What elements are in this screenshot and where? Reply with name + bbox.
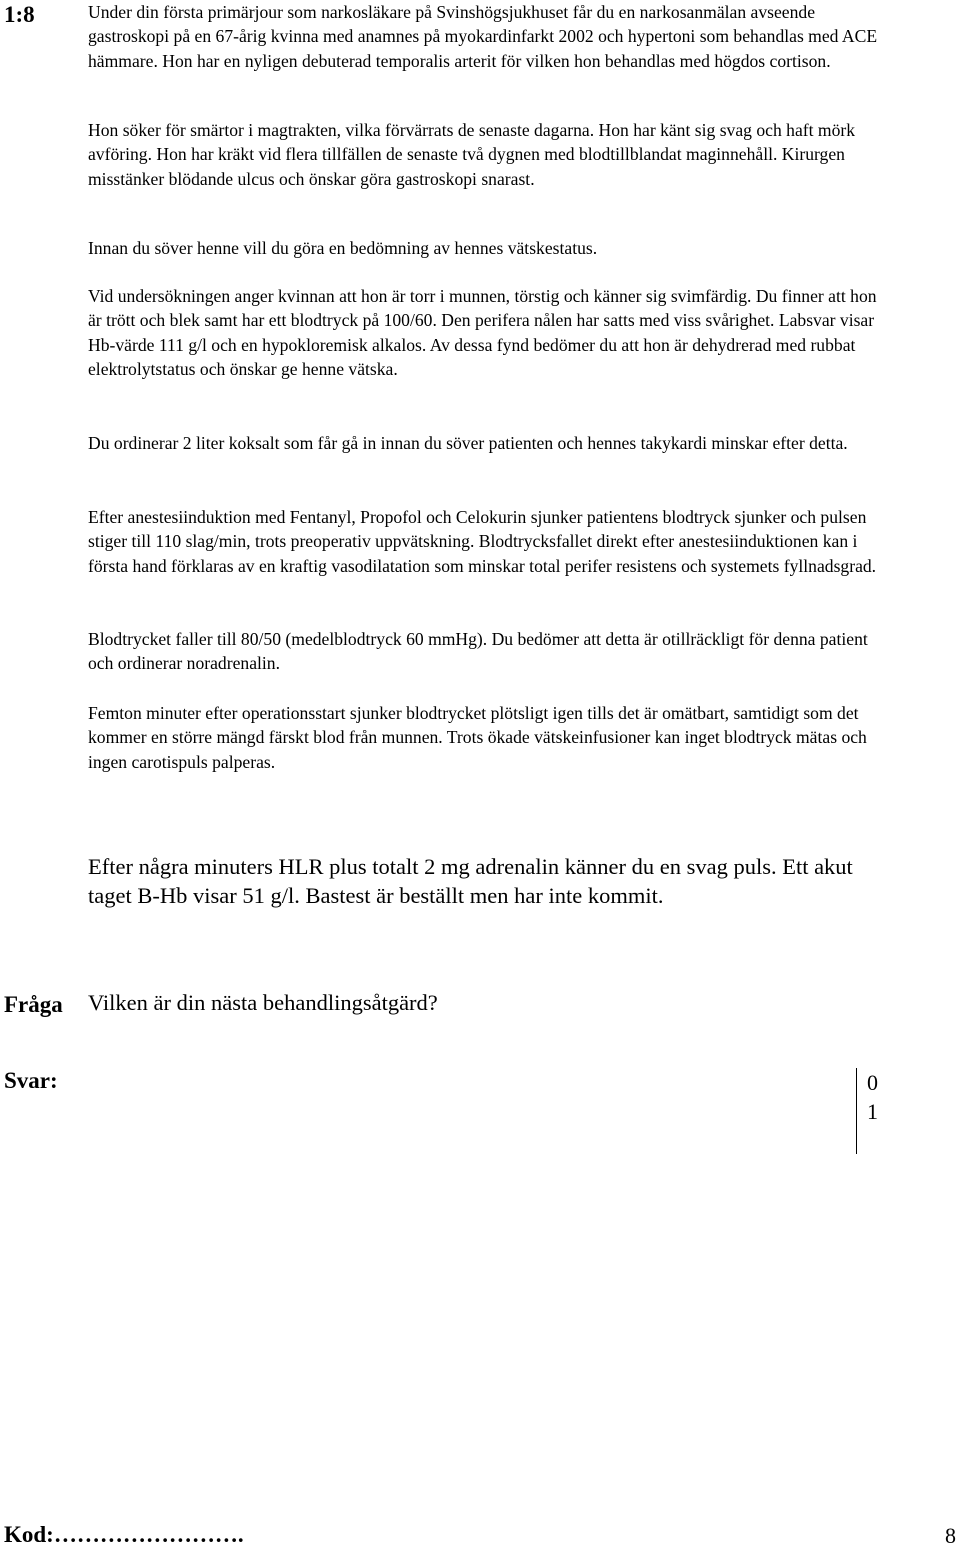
answer-label: Svar: — [4, 1068, 58, 1093]
case-paragraph-8: Femton minuter efter operationsstart sjunker blodtrycket plötsligt igen tills det är omätbart, samtidigt som det kommer en större mängd färskt blod från munnen. Trots ökade vätskeinfusioner kan inget blodtryck mätas och ingen carotispuls palperas. — [88, 703, 867, 772]
case-paragraph-3: Innan du söver henne vill du göra en bedömning av hennes vätskestatus. — [88, 238, 598, 258]
highlight-paragraph: Efter några minuters HLR plus totalt 2 mg adrenalin känner du en svag puls. Ett akut taget B-Hb visar 51 g/l. Bastest är beställt men har inte kommit. — [88, 854, 853, 908]
score-option-0[interactable]: 0 — [867, 1070, 878, 1095]
case-paragraph-1: Under din första primärjour som narkosläkare på Svinshögsjukhuset får du en narkosanmälan avseende gastroskopi på en 67-årig kvinna med anamnes på myokardinfarkt 2002 och hypertoni som behandlas med ACE hämmare. Hon har en nyligen debuterad temporalis arterit för vilken hon behandlas med högdos cortison. — [88, 2, 878, 71]
question-text: Vilken är din nästa behandlingsåtgärd? — [88, 990, 438, 1015]
case-paragraph-7: Blodtrycket faller till 80/50 (medelblodtryck 60 mmHg). Du bedömer att detta är otillräckligt för denna patient och ordinerar noradrenalin. — [88, 629, 868, 674]
question-number: 1:8 — [4, 2, 35, 27]
score-box — [856, 1068, 878, 1154]
score-option-1[interactable]: 1 — [867, 1099, 878, 1124]
case-paragraph-2: Hon söker för smärtor i magtrakten, vilka förvärrats de senaste dagarna. Hon har känt sig svag och haft mörk avföring. Hon har kräkt vid flera tillfällen de senaste två dygnen med blodtillblandat maginnehåll. Kirurgen misstänker blödande ulcus och önskar göra gastroskopi snarast. — [88, 120, 856, 189]
case-paragraph-6: Efter anestesiinduktion med Fentanyl, Propofol och Celokurin sjunker patientens blodtryck sjunker och pulsen stiger till 110 slag/min, trots preoperativ uppvätskning. Blodtrycksfallet direkt efter anestesiinduktionen kan i första hand förklaras av en kraftig vasodilatation som minskar total perifer resistens och systemets fyllnadsgrad. — [88, 507, 877, 576]
page-number: 8 — [945, 1523, 956, 1548]
footer-code-label: Kod:……………………. — [4, 1522, 244, 1547]
question-label: Fråga — [4, 992, 63, 1017]
case-paragraph-4: Vid undersökningen anger kvinnan att hon är torr i munnen, törstig och känner sig svimfärdig. Du finner att hon är trött och blek samt har ett blodtryck på 100/60. Den perifera nålen har satts med viss svårighet. Labsvar visar Hb-värde 111 g/l och en hypokloremisk alkalos. Av dessa fynd bedömer du att hon är dehydrerad med rubbat elektrolytstatus och önskar ge henne vätska. — [88, 286, 877, 379]
case-paragraph-5: Du ordinerar 2 liter koksalt som får gå in innan du söver patienten och hennes takykardi minskar efter detta. — [88, 433, 848, 453]
